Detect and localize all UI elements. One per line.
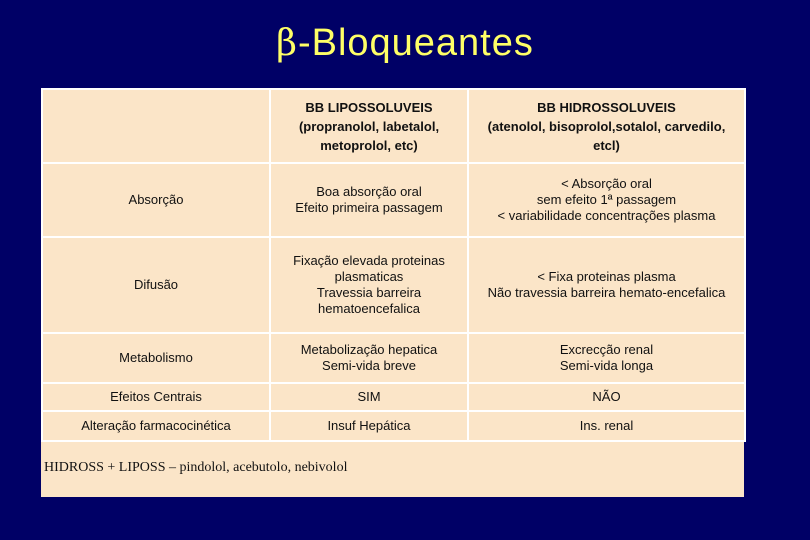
cell-line: Boa absorção oral (316, 184, 422, 199)
table-row (42, 333, 745, 383)
table-row (42, 163, 745, 237)
cell-line: < Fixa proteinas plasma (537, 269, 676, 284)
table-row (42, 411, 745, 441)
header-hidrossoluveis (468, 89, 745, 163)
table-row (42, 237, 745, 333)
row-label: Alteração farmacocinética (42, 411, 270, 441)
lipo-cell: Insuf Hepática (270, 411, 468, 441)
cell-line: sem efeito 1ª passagem (536, 192, 677, 207)
lipo-cell (270, 237, 468, 333)
cell-line: Semi-vida breve (322, 358, 416, 373)
title-beta-symbol: β (276, 23, 298, 64)
cell-line: hematoencefalica (318, 301, 420, 316)
header-lipo-examples: (propranolol, labetalol, (298, 118, 440, 134)
footnote: HIDROSS + LIPOSS – pindolol, acebutolo, nebivolol (44, 460, 348, 475)
comparison-table (41, 88, 746, 442)
row-label: Efeitos Centrais (42, 383, 270, 411)
cell-line: Travessia barreira (316, 285, 422, 300)
cell-line: < variabilidade concentrações plasma (497, 208, 716, 223)
cell-line: Efeito primeira passagem (295, 200, 443, 215)
header-hidro-examples: (atenolol, bisoprolol,sotalol, carvedilo, (487, 118, 726, 134)
row-label: Difusão (42, 237, 270, 333)
header-hidro-examples-cont: etcl) (593, 137, 620, 153)
header-hidro-title: BB HIDROSSOLUVEIS (537, 99, 676, 115)
header-lipo-title: BB LIPOSSOLUVEIS (305, 99, 433, 115)
header-lipo-examples-cont: metoprolol, etc) (320, 137, 418, 153)
slide-title (0, 22, 810, 65)
hidro-cell: NÃO (468, 383, 745, 411)
cell-line: Não travessia barreira hemato-encefalica (487, 285, 726, 300)
lipo-cell: SIM (270, 383, 468, 411)
hidro-cell (468, 163, 745, 237)
hidro-cell (468, 237, 745, 333)
hidro-cell: Ins. renal (468, 411, 745, 441)
header-lipossoluveis (270, 89, 468, 163)
cell-line: plasmaticas (334, 269, 404, 284)
title-text: -Bloqueantes (297, 22, 534, 64)
table-row (42, 383, 745, 411)
cell-line: Excrecção renal (559, 342, 654, 357)
row-label: Absorção (42, 163, 270, 237)
content-panel (41, 88, 744, 497)
header-empty-cell (42, 89, 270, 163)
cell-line: < Absorção oral (561, 176, 652, 191)
row-label: Metabolismo (42, 333, 270, 383)
cell-line: Fixação elevada proteinas (293, 253, 445, 268)
table-header-row (42, 89, 745, 163)
lipo-cell (270, 163, 468, 237)
cell-line: Metabolização hepatica (300, 342, 438, 357)
lipo-cell (270, 333, 468, 383)
cell-line: Semi-vida longa (559, 358, 654, 373)
hidro-cell (468, 333, 745, 383)
